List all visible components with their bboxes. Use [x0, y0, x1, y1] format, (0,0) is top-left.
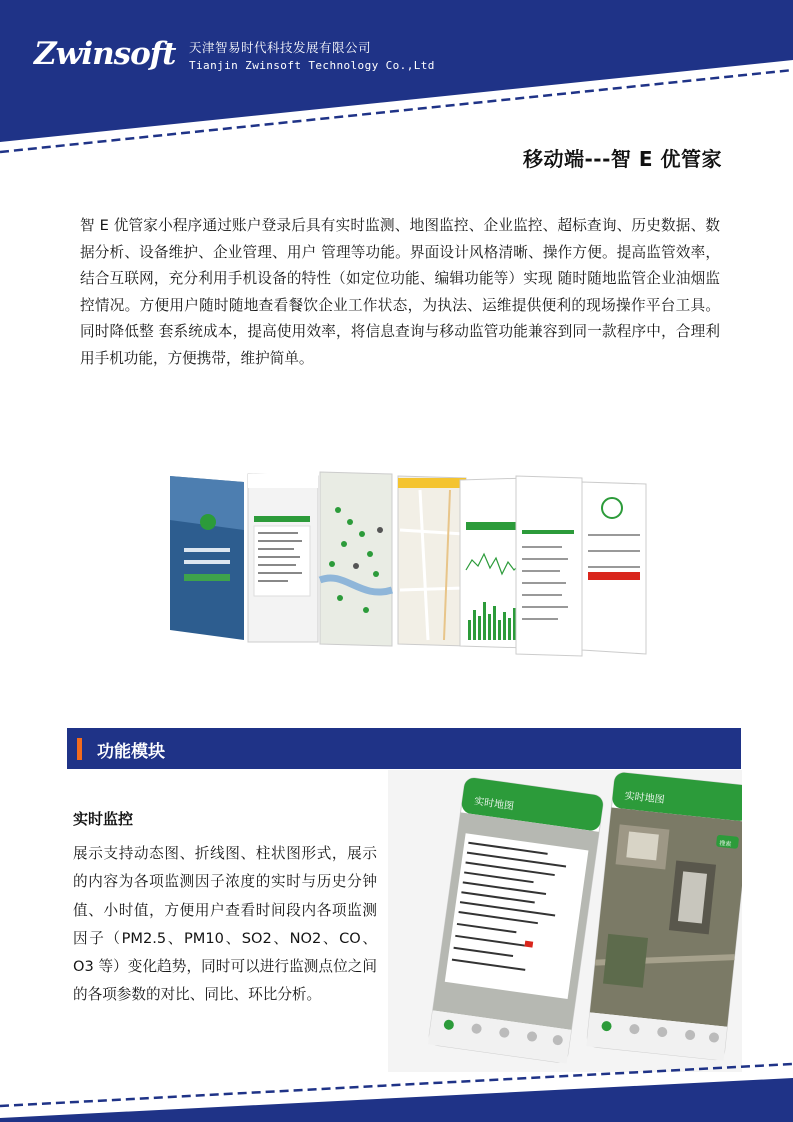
- company-name-cn: 天津智易时代科技发展有限公司: [189, 40, 372, 55]
- footer-band: [0, 1060, 793, 1122]
- phone-realtime-satellite: [586, 772, 742, 1061]
- section-header-features: [67, 728, 741, 769]
- phone-map-pins-screen: [320, 472, 392, 646]
- section-title: 功能模块: [97, 742, 165, 762]
- screen-right-title: 实时地图: [624, 790, 666, 806]
- section-accent-mark: [77, 738, 82, 760]
- phone-realtime-info: [428, 777, 604, 1064]
- header-band: [0, 0, 793, 160]
- phone-street-map-screen: [398, 476, 466, 646]
- phone-login-screen: [170, 476, 244, 640]
- realtime-description: 展示支持动态图、折线图、柱状图形式，展示的内容为各项监测因子浓度的实时与历史分钟值、小时值，方便用户查看时间段内各项监测因子（PM2.5、PM10、SO2、NO2、CO、O3 等）变化趋势，同时可以进行监测点位之间的各项参数的对比、同比、环比分析。: [73, 845, 377, 1004]
- realtime-screens-illustration: [388, 770, 742, 1072]
- realtime-phones: [388, 770, 742, 1072]
- screen-search-label: 搜索: [718, 839, 732, 849]
- page-footer: [0, 1060, 793, 1122]
- phones-illustration: [170, 470, 670, 670]
- phone-list-screen: [516, 476, 582, 656]
- page-header: [0, 0, 793, 160]
- company-logo: Zwinsoft: [34, 36, 176, 72]
- realtime-title: 实时监控: [73, 810, 134, 828]
- app-screens-showcase: [170, 470, 670, 670]
- company-name-en: Tianjin Zwinsoft Technology Co.,Ltd: [189, 59, 435, 72]
- page-title: 移动端---智 E 优管家: [523, 147, 722, 171]
- screen-left-title: 实时地图: [473, 796, 515, 813]
- intro-paragraph: 智 E 优管家小程序通过账户登录后具有实时监测、地图监控、企业监控、超标查询、历史数据、数据分析、设备维护、企业管理、用户 管理等功能。界面设计风格清晰、操作方便。提高监管效率，结合互联网，充分利用手机设备的特性（如定位功能、编辑功能等）实现 随时随地监管企业油烟监控情况。方便用户随时随地查看餐饮企业工作状态，为执法、运维提供便利的现场操作平台工具。同时降低整 套系统成本，提高使用效率，将信息查询与移动监管功能兼容到同一款程序中，合理利用手机功能，方便携带，维护简单。: [80, 217, 720, 367]
- phone-profile-screen: [582, 482, 646, 654]
- phone-detail-screen: [248, 474, 318, 642]
